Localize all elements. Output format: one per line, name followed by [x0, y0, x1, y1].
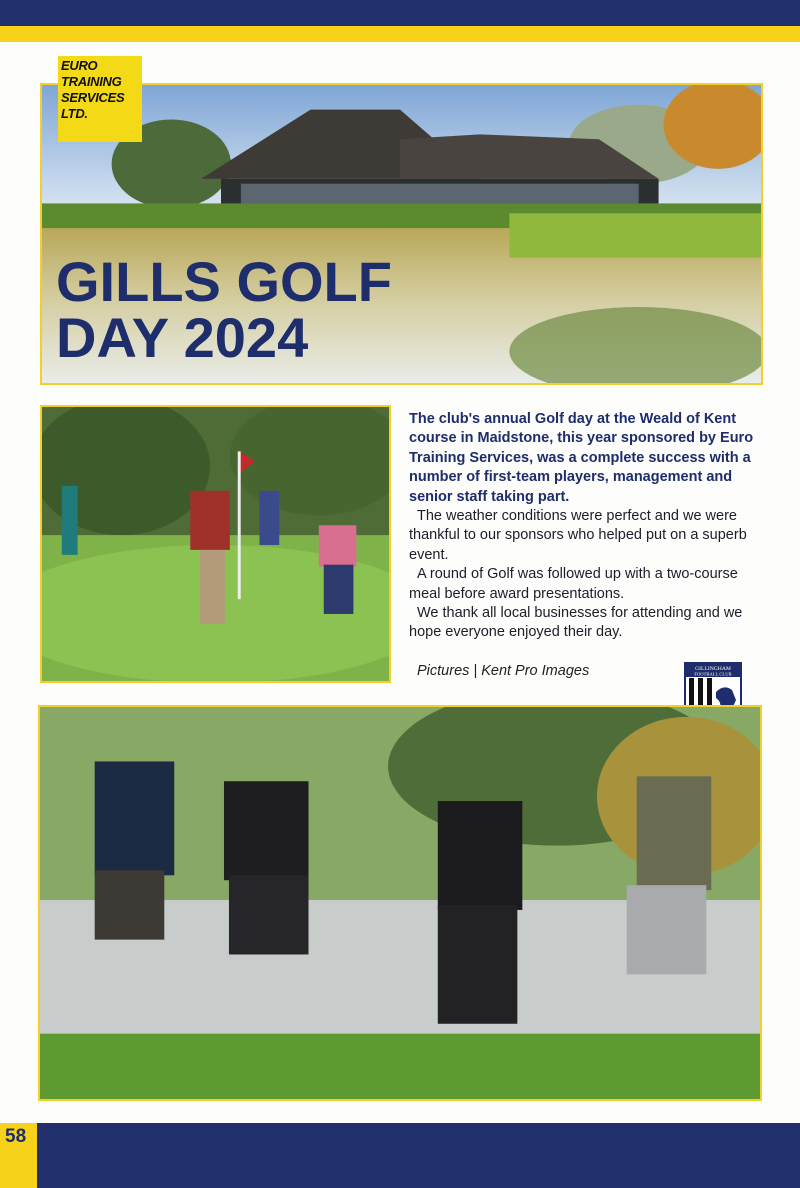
- article-text: [409, 410, 761, 643]
- article-paragraph: We thank all local businesses for attending and we hope everyone enjoyed their day.: [409, 605, 743, 641]
- page-number: 58: [5, 1126, 27, 1147]
- photo-credit: Pictures | Kent Pro Images: [417, 663, 590, 679]
- article-paragraph: A round of Golf was followed up with a two-course meal before award presentations.: [409, 566, 738, 602]
- crest-line-1: GILLINGHAM: [695, 666, 731, 672]
- bottom-navy-band: [0, 1123, 800, 1188]
- top-yellow-band: [0, 26, 800, 42]
- article-paragraph: The weather conditions were perfect and we were thankful to our sponsors who helped put on a superb event.: [409, 508, 747, 563]
- putting-green-photo: [40, 405, 391, 683]
- sponsor-logo: [58, 56, 142, 142]
- top-navy-band: [0, 0, 800, 26]
- sponsor-logo-line: LTD.: [61, 106, 88, 121]
- sponsor-logo-line: SERVICES: [61, 90, 125, 105]
- title-line-2: DAY 2024: [56, 306, 309, 369]
- crest-line-2: FOOTBALL CLUB: [694, 671, 732, 677]
- players-jumping-photo: [38, 705, 762, 1101]
- sponsor-logo-line: TRAINING: [61, 74, 122, 89]
- sponsor-logo-line: EURO: [61, 58, 98, 73]
- title-line-1: GILLS GOLF: [56, 250, 392, 313]
- page-title: [56, 250, 392, 369]
- article-lead: The club's annual Golf day at the Weald of Kent course in Maidstone, this year sponsored by Euro Training Services, was a complete success with a number of first-team players, management and senior staff taking part.: [409, 411, 754, 505]
